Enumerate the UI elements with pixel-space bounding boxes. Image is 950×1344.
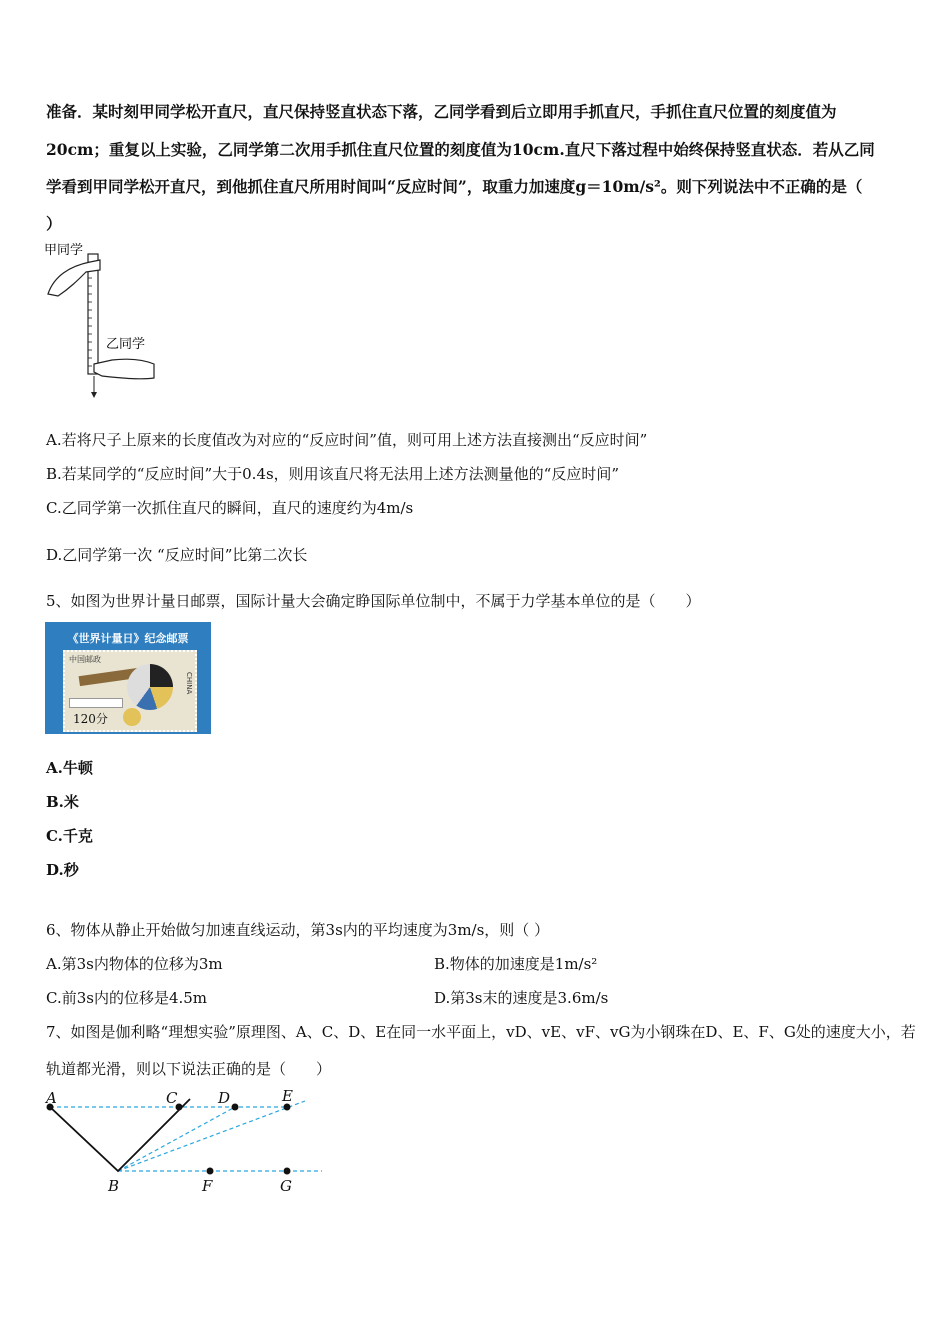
stamp-value: 120分 [73,712,108,726]
q5-option-b: B.米 [46,793,79,811]
q5-option-d: D.秒 [46,861,79,879]
galileo-figure [40,1085,330,1195]
q7-stem-line-2: 轨道都光滑，则以下说法正确的是（ ） [46,1060,332,1078]
q4-option-c: C.乙同学第一次抓住直尺的瞬间，直尺的速度约为4m/s [46,499,414,517]
stamp-scale-graphic [69,698,123,708]
q6-stem: 6、物体从静止开始做匀加速直线运动，第3s内的平均速度为3m/s，则（ ） [46,921,550,939]
stamp-post-label: 中国邮政 [69,655,101,664]
incline-to-e [118,1101,305,1171]
q7-stem-line-1: 7、如图是伽利略“理想实验”原理图、A、C、D、E在同一水平面上，vD、vE、vF、vG为小钢珠在D、E、F、G处的速度大小，若 [46,1023,916,1041]
q6-option-b: B.物体的加速度是1m/s² [434,955,598,973]
q4-stem-line-4: ） [46,214,62,233]
label-b: B [108,1177,120,1195]
point-g [284,1168,291,1175]
stamp-image [45,622,211,734]
v-track [50,1099,190,1171]
stamp-country: CHINA [185,672,193,695]
ruler-experiment-figure [40,236,170,406]
stamp-medal-graphic [123,708,141,726]
q4-stem-line-1: 准备．某时刻甲同学松开直尺，直尺保持竖直状态下落，乙同学看到后立即用手抓直尺，手抓住直尺位置的刻度值为 [46,102,837,121]
hand-lower [94,359,154,379]
q5-stem: 5、如图为世界计量日邮票，国际计量大会确定睁国际单位制中，不属于力学基本单位的是（ ） [46,592,701,610]
stamp-title: 《世界计量日》纪念邮票 [67,632,189,645]
q4-option-b: B.若某同学的“反应时间”大于0.4s，则用该直尺将无法用上述方法测量他的“反应时间” [46,465,620,483]
label-f: F [202,1177,213,1195]
point-f [207,1168,214,1175]
fig-label-yi: 乙同学 [106,337,146,352]
q4-option-a: A.若将尺子上原来的长度值改为对应的“反应时间”值，则可用上述方法直接测出“反应时间” [46,431,648,449]
fig-label-jia: 甲同学 [44,243,84,258]
q5-option-a: A.牛顿 [46,759,93,777]
q5-option-c: C.千克 [46,827,93,845]
label-a: A [46,1089,57,1107]
q6-option-d: D.第3s末的速度是3.6m/s [434,989,609,1007]
stamp-clock-graphic [127,664,173,710]
label-c: C [166,1089,178,1107]
q6-option-c: C.前3s内的位移是4.5m [46,989,208,1007]
stamp-body [63,650,197,732]
q6-option-a: A.第3s内物体的位移为3m [46,955,223,973]
q4-option-d: D.乙同学第一次 “反应时间”比第二次长 [46,546,308,564]
label-e: E [282,1087,293,1105]
q4-stem-line-2: 20cm；重复以上实验，乙同学第二次用手抓住直尺位置的刻度值为10cm.直尺下落过程中始终保持竖直状态．若从乙同 [46,140,875,159]
point-d [232,1104,239,1111]
label-d: D [218,1089,231,1107]
incline-to-d [118,1107,235,1171]
q4-stem-line-3: 学看到甲同学松开直尺，到他抓住直尺所用时间叫“反应时间”，取重力加速度g＝10m/s²。则下列说法中不正确的是（ [46,177,863,196]
label-g: G [280,1177,292,1195]
